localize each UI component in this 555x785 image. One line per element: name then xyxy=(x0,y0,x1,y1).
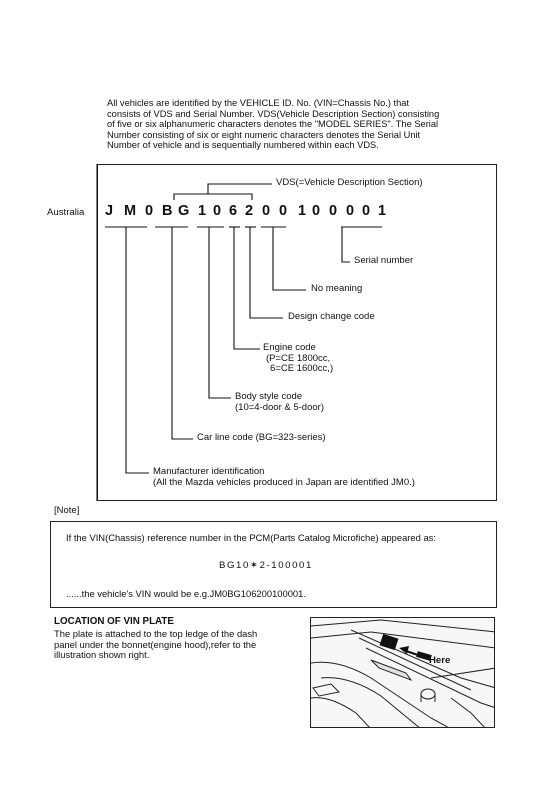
note-pcm-code: BG10✶2-100001 xyxy=(219,560,313,571)
vin-char: 0 xyxy=(279,203,288,219)
vin-char: 0 xyxy=(145,203,154,219)
intro-line: of five or six alphanumeric characters denotes the "MODEL SERIES". The Serial xyxy=(107,119,439,130)
engine-code-line: (P=CE 1800cc, xyxy=(266,352,331,364)
vin-char: J xyxy=(105,203,114,219)
vin-char: 0 xyxy=(346,203,355,219)
vin-char: 0 xyxy=(312,203,321,219)
intro-line: consists of VDS and Serial Number. VDS(Vehicle Description Section) consisting xyxy=(107,108,440,119)
body-style-line: (10=4-door & 5-door) xyxy=(235,401,324,413)
note-tag: [Note] xyxy=(54,505,80,516)
engine-code-label xyxy=(263,343,333,375)
no-meaning-label: No meaning xyxy=(311,283,363,294)
manufacturer-label xyxy=(153,467,415,488)
vin-char: M xyxy=(124,203,137,219)
engine-code-line: Engine code xyxy=(263,342,316,353)
intro-line: Number consisting of six or eight numeric characters denotes the Serial Unit xyxy=(107,129,421,140)
vin-plate-illustration xyxy=(310,617,495,728)
here-callout: Here xyxy=(429,655,451,666)
dash-ledge-drawing xyxy=(311,618,495,728)
vin-char: 0 xyxy=(362,203,371,219)
car-line-label: Car line code (BG=323-series) xyxy=(197,432,326,443)
country-label: Australia xyxy=(47,207,85,218)
vin-char: 6 xyxy=(229,203,238,219)
vin-char: 0 xyxy=(213,203,222,219)
intro-line: Number of vehicle and is sequentially numbered within each VDS. xyxy=(107,140,379,151)
vds-label: VDS(=Vehicle Description Section) xyxy=(276,177,423,188)
vin-char: 2 xyxy=(245,203,254,219)
serial-number-label: Serial number xyxy=(354,255,414,266)
vin-char: G xyxy=(178,203,190,219)
vin-char: 1 xyxy=(198,203,207,219)
design-change-label: Design change code xyxy=(288,311,375,322)
location-line: illustration shown right. xyxy=(54,649,150,661)
section-title: LOCATION OF VIN PLATE xyxy=(54,616,174,627)
vin-char: 0 xyxy=(329,203,338,219)
vin-char: B xyxy=(162,203,173,219)
note-line: If the VIN(Chassis) reference number in the PCM(Parts Catalog Microfiche) appeared as: xyxy=(66,532,436,543)
location-description xyxy=(54,629,257,661)
manufacturer-line: (All the Mazda vehicles produced in Japan are identified JM0.) xyxy=(153,476,415,488)
intro-line: All vehicles are identified by the VEHICLE ID. No. (VIN=Chassis No.) that xyxy=(107,98,410,108)
location-line: panel under the bonnet(engine hood),refer to the xyxy=(54,638,257,650)
body-style-label xyxy=(235,392,324,413)
note-line: ......the vehicle's VIN would be e.g.JM0BG106200100001. xyxy=(66,588,306,599)
location-line: The plate is attached to the top ledge of the dash xyxy=(54,628,258,639)
body-style-line: Body style code xyxy=(235,391,303,402)
manufacturer-line: Manufacturer identification xyxy=(153,466,265,477)
vin-char: 1 xyxy=(298,203,307,219)
vin-char: 1 xyxy=(378,203,387,219)
engine-code-line: 6=CE 1600cc,) xyxy=(270,363,334,375)
vin-char: 0 xyxy=(262,203,271,219)
